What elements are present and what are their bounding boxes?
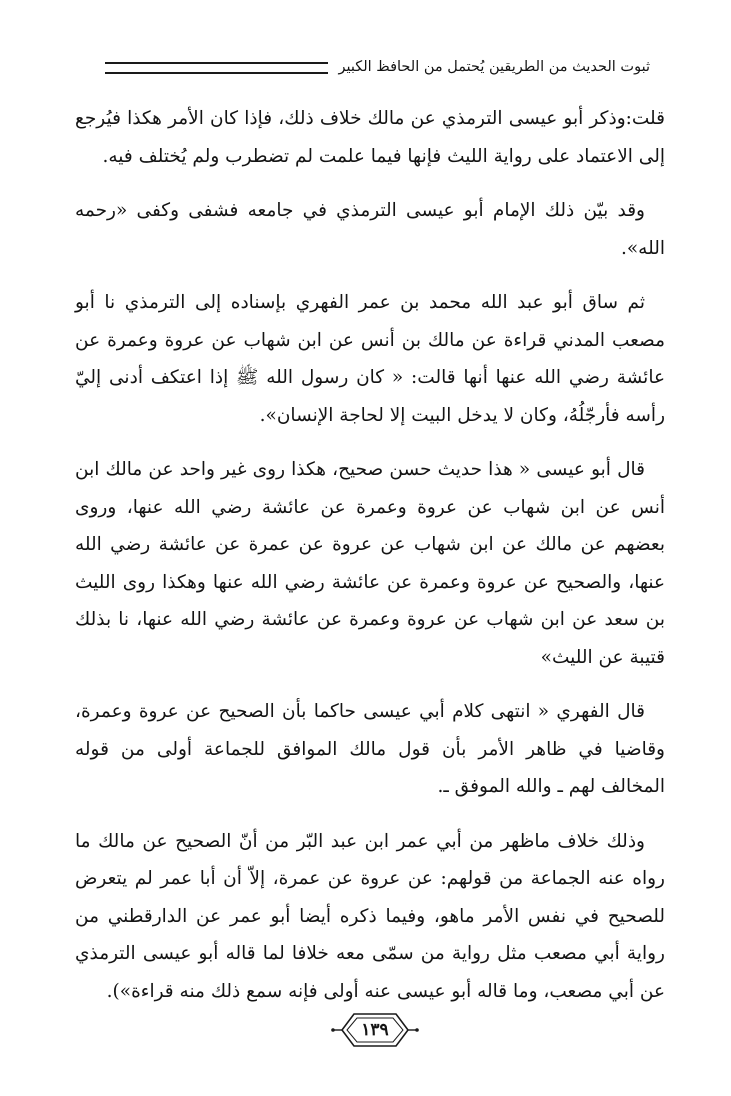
paragraph-3: ثم ساق أبو عبد الله محمد بن عمر الفهري بإسناده إلى الترمذي نا أبو مصعب المدني قراءة عن مالك بن أنس عن ابن شهاب عن عروة وعمرة عن عائشة رضي الله عنها أنها قالت: « كان رسول الله ﷺ إذا اعتكف أدنى إليّ رأسه فأرجّلُهُ، وكان لا يدخل البيت إلا لحاجة الإنسان». [75, 292, 665, 426]
page-body [75, 100, 665, 1027]
page-number-ornament [330, 1008, 420, 1052]
paragraph-6: وذلك خلاف ماظهر من أبي عمر ابن عبد البّر من أنّ الصحيح عن مالك ما رواه عنه الجماعة من قولهم: عن عروة عن عمرة، إلاّ أن أبا عمر لم يتعرض للصحيح في نفس الأمر ماهو، وفيما ذكره أيضا أبو عمر عن الدارقطني من رواية أبي مصعب مثل رواية من سمّى معه خلافا لما قاله أبو عيسى الترمذي عن أبي مصعب، وما قاله أبو عيسى عنه أولى فإنه سمع ذلك منه قراءة»). [75, 830, 665, 1002]
paragraph-1: قلت:وذكر أبو عيسى الترمذي عن مالك خلاف ذلك، فإذا كان الأمر هكذا فيُرجع إلى الاعتماد على رواية الليث فإنها فيما علمت لم تضطرب ولم يُختلف فيه. [75, 108, 665, 167]
running-title: ثبوت الحديث من الطريقين يُحتمل من الحافظ الكبير [338, 59, 650, 75]
paragraph-5: قال الفهري « انتهى كلام أبي عيسى حاكما بأن الصحيح عن عروة وعمرة، وقاضيا في ظاهر الأمر بأن قول مالك الموافق للجماعة أولى من قوله المخالف لهم ـ والله الموفق ـ. [75, 701, 665, 797]
paragraph-4: قال أبو عيسى « هذا حديث حسن صحيح، هكذا روى غير واحد عن مالك ابن أنس عن ابن شهاب عن عروة وعمرة عن عائشة رضي الله عنها، وروى بعضهم عن مالك عن ابن شهاب عن عروة عن عمرة عن عائشة رضي الله عنها، والصحيح عن عروة وعمرة عن عائشة رضي الله عنها وهكذا روى الليث بن سعد عن ابن شهاب عن عروة وعمرة عن عائشة رضي الله عنها، نا بذلك قتيبة عن الليث» [75, 459, 665, 668]
running-header [105, 56, 650, 78]
page-number: ١٣٩ [361, 1020, 389, 1040]
header-rule [105, 62, 328, 74]
paragraph-2: وقد بيّن ذلك الإمام أبو عيسى الترمذي في جامعه فشفى وكفى «رحمه الله». [75, 200, 665, 259]
